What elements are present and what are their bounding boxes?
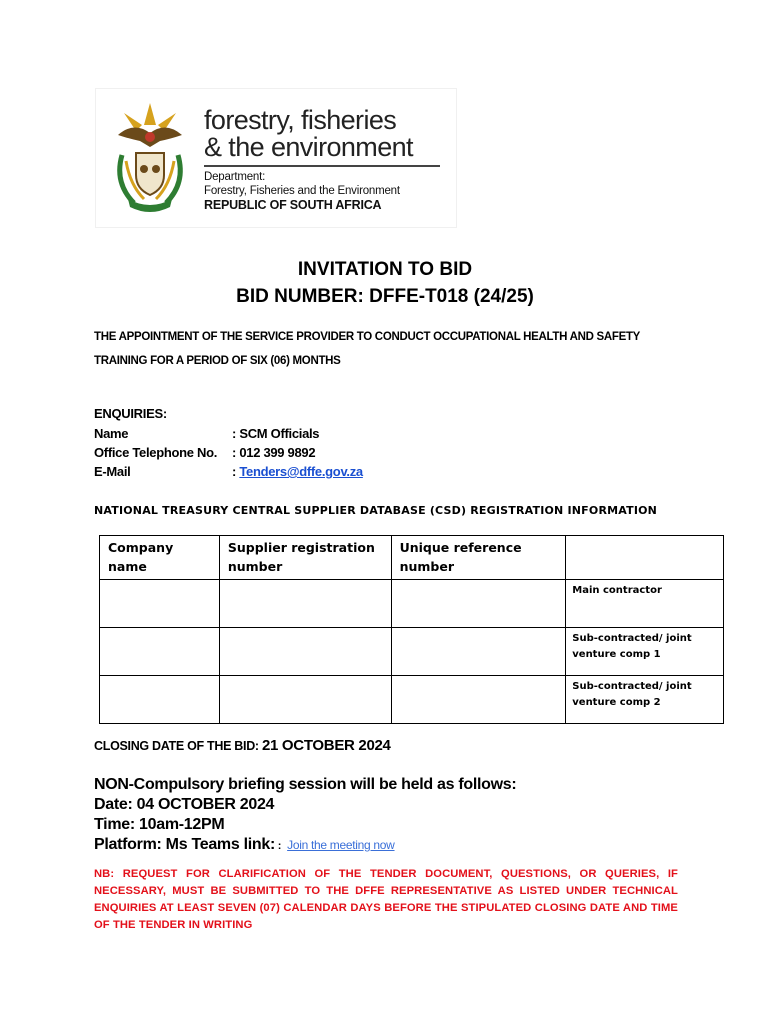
row-role-label: Sub-contracted/ joint venture comp 2 bbox=[566, 676, 724, 724]
clarification-notice: NB: REQUEST FOR CLARIFICATION OF THE TENDER DOCUMENT, QUESTIONS, OR QUERIES, IF NECESSARY, MUST BE SUBMITTED TO THE DFFE REPRESENTATIVE AS LISTED UNDER TECHNICAL ENQUIRIES AT LEAST SEVEN (07) CALENDAR DAYS BEFORE THE STIPULATED CLOSING DATE AND TIME OF THE TENDER IN WRITING bbox=[94, 868, 678, 931]
logo-title-line2: & the environment bbox=[204, 132, 413, 162]
table-row bbox=[100, 676, 724, 724]
table-header-row bbox=[100, 536, 724, 580]
csd-registration-table bbox=[99, 535, 724, 724]
table-row bbox=[100, 628, 724, 676]
enquiry-email-value bbox=[232, 464, 363, 480]
enquiry-email-label: E-Mail bbox=[94, 464, 131, 479]
company-name-cell[interactable] bbox=[100, 628, 220, 676]
closing-date-label: CLOSING DATE OF THE BID: bbox=[94, 739, 262, 753]
unique-reference-cell[interactable] bbox=[391, 676, 566, 724]
column-header-supplier-number: Supplier registration number bbox=[219, 536, 391, 580]
briefing-time: Time: 10am-12PM bbox=[94, 816, 225, 833]
closing-date bbox=[94, 737, 391, 755]
row-role-label: Main contractor bbox=[566, 580, 724, 628]
logo-title-line1: forestry, fisheries bbox=[204, 105, 397, 135]
document-title: INVITATION TO BID bbox=[297, 259, 473, 280]
unique-reference-cell[interactable] bbox=[391, 580, 566, 628]
department-logo bbox=[95, 88, 457, 228]
enquiries-heading: ENQUIRIES: bbox=[94, 406, 167, 421]
briefing-platform bbox=[94, 835, 395, 856]
enquiry-phone-label: Office Telephone No. bbox=[94, 445, 218, 460]
table-row bbox=[100, 580, 724, 628]
bid-description: THE APPOINTMENT OF THE SERVICE PROVIDER TO CONDUCT OCCUPATIONAL HEALTH AND SAFETY TRAINING FOR A PERIOD OF SIX (06) MONTHS bbox=[94, 331, 640, 367]
column-header-unique-reference: Unique reference number bbox=[391, 536, 566, 580]
platform-label: Platform: Ms Teams link: bbox=[94, 836, 275, 853]
coat-of-arms-icon bbox=[104, 95, 196, 219]
logo-dept-line1: Department: bbox=[204, 171, 266, 183]
column-header-role bbox=[566, 536, 724, 580]
logo-dept-line2: Forestry, Fisheries and the Environment bbox=[204, 185, 400, 197]
logo-dept-line3: REPUBLIC OF SOUTH AFRICA bbox=[204, 198, 382, 212]
supplier-number-cell[interactable] bbox=[219, 676, 391, 724]
supplier-number-cell[interactable] bbox=[219, 628, 391, 676]
column-header-company: Company name bbox=[100, 536, 220, 580]
briefing-heading: NON-Compulsory briefing session will be held as follows: bbox=[94, 776, 517, 793]
enquiry-name-label: Name bbox=[94, 426, 129, 441]
briefing-date: Date: 04 OCTOBER 2024 bbox=[94, 796, 275, 813]
platform-colon: : bbox=[275, 840, 282, 852]
supplier-number-cell[interactable] bbox=[219, 580, 391, 628]
bid-number: BID NUMBER: DFFE-T018 (24/25) bbox=[236, 286, 534, 307]
company-name-cell[interactable] bbox=[100, 580, 220, 628]
csd-heading: NATIONAL TREASURY CENTRAL SUPPLIER DATABASE (CSD) REGISTRATION INFORMATION bbox=[94, 504, 658, 517]
unique-reference-cell[interactable] bbox=[391, 628, 566, 676]
email-link[interactable]: Tenders@dffe.gov.za bbox=[239, 464, 363, 479]
join-meeting-link[interactable]: Join the meeting now bbox=[287, 838, 395, 852]
enquiry-phone-value: : 012 399 9892 bbox=[232, 445, 316, 460]
row-role-label: Sub-contracted/ joint venture comp 1 bbox=[566, 628, 724, 676]
company-name-cell[interactable] bbox=[100, 676, 220, 724]
closing-date-value: 21 OCTOBER 2024 bbox=[261, 737, 391, 754]
email-prefix: : bbox=[232, 464, 240, 479]
logo-divider bbox=[204, 165, 440, 167]
enquiry-name-value: : SCM Officials bbox=[232, 426, 320, 441]
